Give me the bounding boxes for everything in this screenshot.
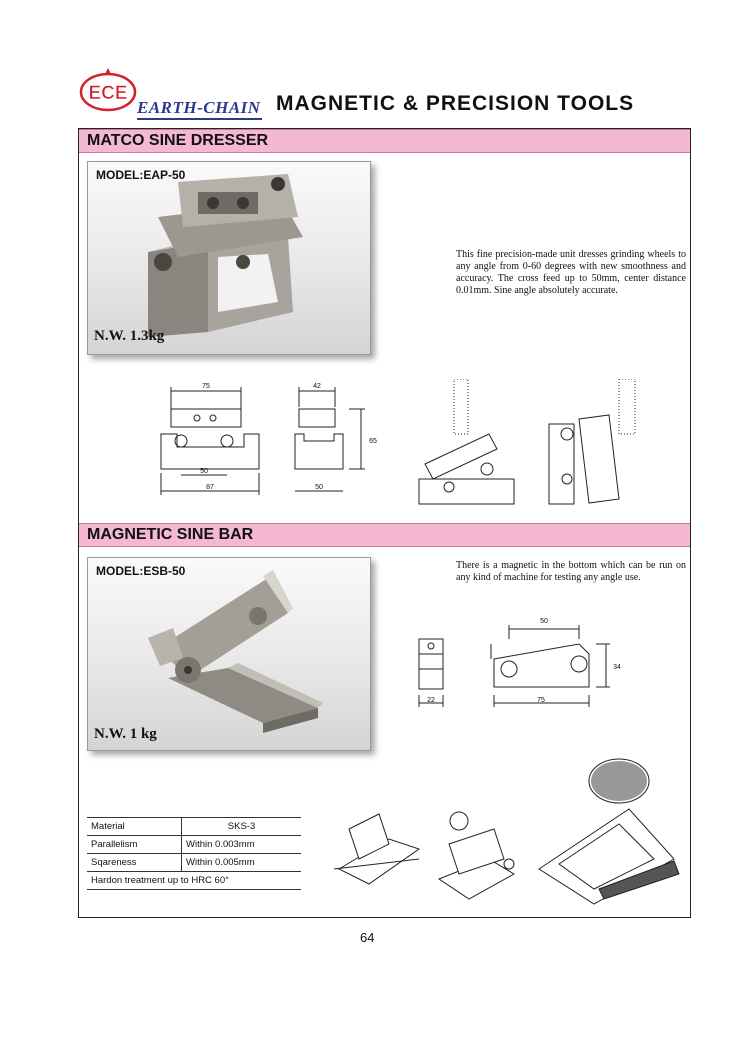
usage-sketches [329, 749, 689, 909]
table-row [87, 818, 301, 836]
spec-label: Sqareness [87, 854, 182, 872]
spec-label: Parallelism [87, 836, 182, 854]
page-title: MAGNETIC & PRECISION TOOLS [276, 92, 635, 115]
spec-value: Within 0.003mm [182, 836, 302, 854]
model-label: MODEL:EAP-50 [96, 168, 186, 182]
spec-label: Material [87, 818, 182, 836]
logo-text: ECE [88, 83, 128, 104]
section-title: MAGNETIC SINE BAR [87, 526, 254, 543]
sine-bar-description: There is a magnetic in the bottom which can be run on any kind of machine for testing any angle use. [456, 560, 686, 583]
net-weight: N.W. 1 kg [94, 726, 157, 742]
section-header-magnetic-sine-bar [79, 523, 690, 547]
earth-chain-logo [78, 66, 140, 114]
sine-dresser-description: This fine precision-made unit dresses grinding wheels to any angle from 0-60 degrees with new smoothness and accuracy. The cross feed up to 50mm, center distance 0.01mm. Sine angle absolutely accurate. [456, 249, 686, 296]
dim-center: 50 [200, 468, 208, 475]
dim-width: 22 [427, 697, 435, 704]
dim-base: 87 [206, 484, 214, 491]
dim-length: 75 [537, 697, 545, 704]
spec-note: Hardon treatment up to HRC 60° [87, 872, 301, 890]
dim-center: 50 [540, 618, 548, 625]
table-row [87, 836, 301, 854]
table-row [87, 854, 301, 872]
catalog-frame [78, 128, 691, 918]
spec-value: SKS-3 [182, 818, 302, 836]
dim-width-top: 75 [202, 383, 210, 390]
dim-height: 34 [613, 664, 621, 671]
sine-bar-drawings [399, 599, 689, 719]
sine-dresser-drawings [149, 379, 689, 519]
brand-name: EARTH-CHAIN [137, 98, 261, 117]
model-label: MODEL:ESB-50 [96, 564, 186, 578]
table-row [87, 872, 301, 890]
sine-dresser-illustration [88, 162, 370, 354]
brand-underline [137, 118, 262, 120]
spec-value: Within 0.005mm [182, 854, 302, 872]
section-header-sine-dresser [79, 129, 690, 153]
net-weight: N.W. 1.3kg [94, 328, 165, 344]
magnetic-sine-bar-illustration [88, 558, 370, 750]
magnetic-sine-bar-photo [87, 557, 371, 751]
spec-table [87, 817, 301, 890]
page-number: 64 [360, 930, 375, 945]
section-title: MATCO SINE DRESSER [87, 132, 269, 149]
dim-width-side: 42 [313, 383, 321, 390]
sine-dresser-photo [87, 161, 371, 355]
dim-depth: 50 [315, 484, 323, 491]
dim-height: 65 [369, 438, 377, 445]
